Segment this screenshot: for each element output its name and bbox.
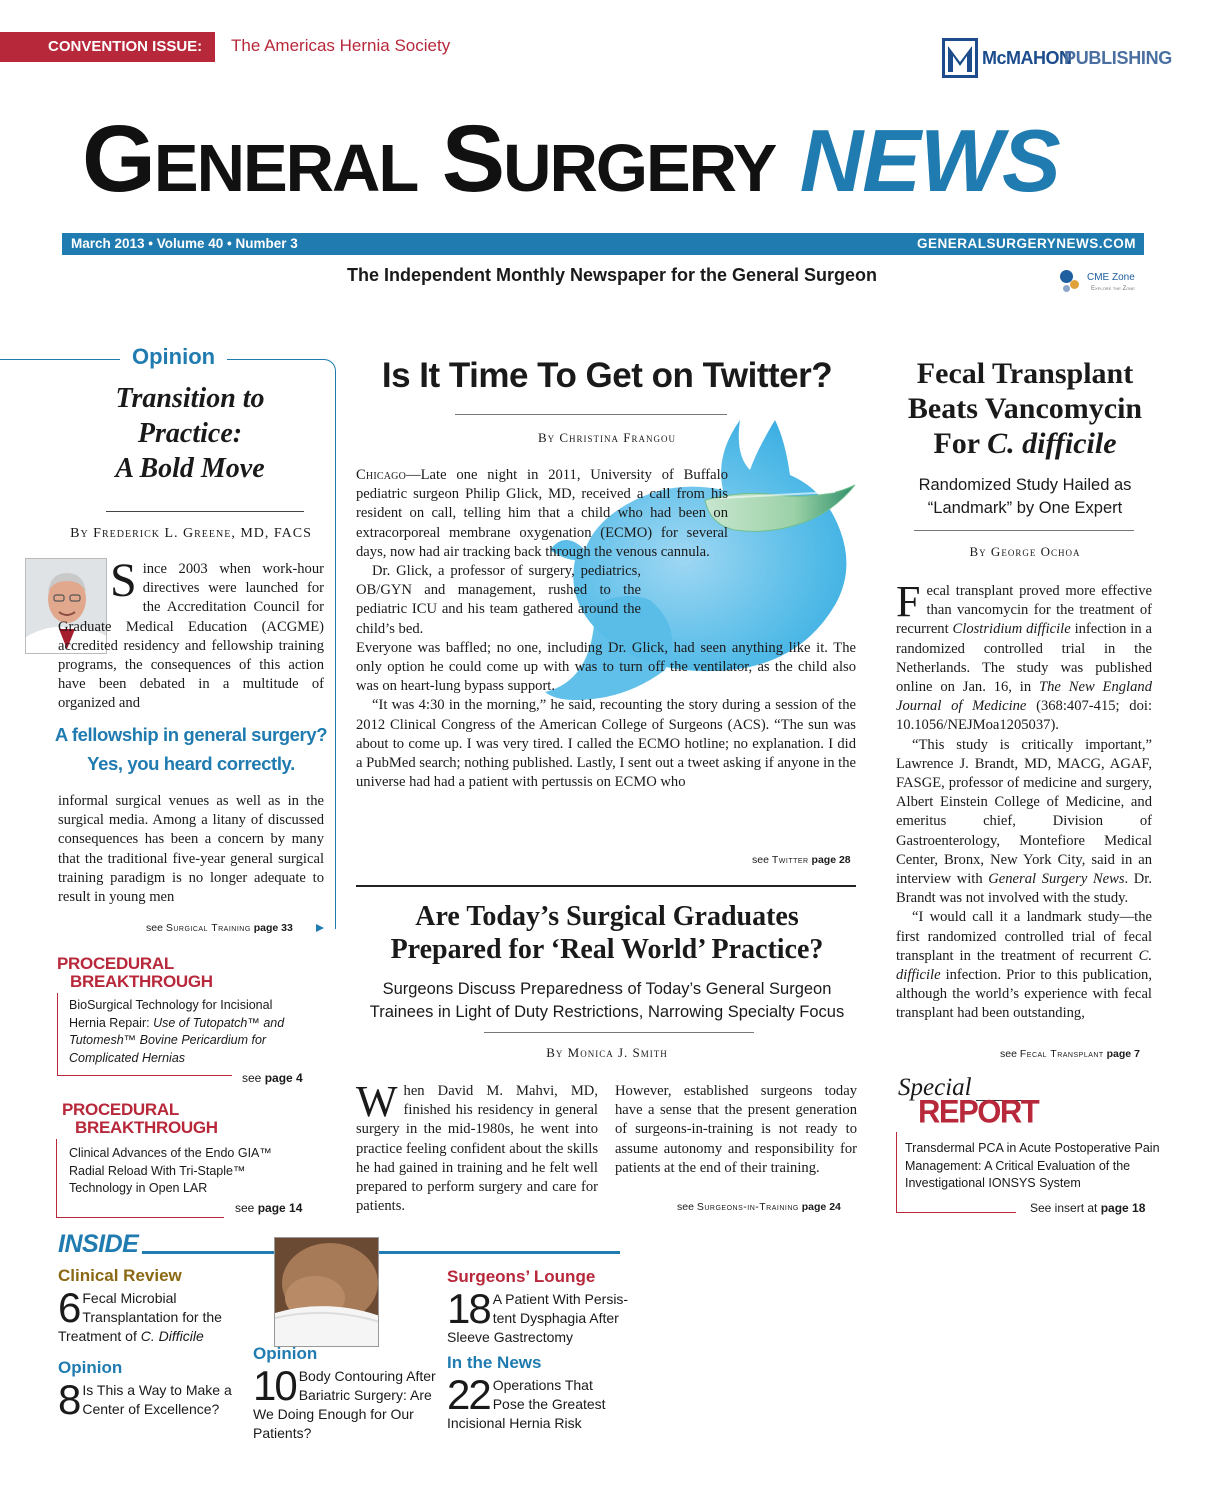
- convention-event[interactable]: The Americas Hernia Society: [231, 36, 451, 55]
- procedural-title: PROCEDURAL BREAKTHROUGH: [62, 1100, 218, 1137]
- convention-tag: CONVENTION ISSUE:: [0, 32, 215, 62]
- twitter-para: [356, 562, 641, 639]
- inside-category: Opinion: [58, 1358, 123, 1377]
- fecal-headline[interactable]: Fecal Transplant Beats Vancomycin For C. difficile: [907, 357, 1143, 460]
- divider: [484, 1032, 754, 1033]
- see-section: Surgical Training: [165, 922, 251, 934]
- mcmahon-m-icon: [942, 38, 978, 78]
- drop-cap: W: [356, 1077, 398, 1126]
- page-number: 8: [58, 1376, 80, 1423]
- website-link[interactable]: GENERALSURGERYNEWS.COM: [916, 236, 1136, 251]
- issue-bar: [62, 233, 1144, 255]
- see-page: page 33: [253, 922, 293, 934]
- drop-cap: F: [896, 577, 921, 626]
- drop-cap: S: [110, 554, 137, 607]
- opinion-headline-line: Practice:: [137, 418, 243, 449]
- twitter-para: [356, 696, 856, 792]
- procedural-title: PROCEDURAL BREAKTHROUGH: [57, 954, 213, 991]
- procedural-see[interactable]: see page 4: [242, 1071, 303, 1085]
- twitter-continued-link[interactable]: see Twitter page 28: [752, 854, 851, 866]
- inside-headline: 22 Operations That Pose the Greatest Incisional Hernia Risk: [447, 1371, 606, 1431]
- fecal-para: Fecal transplant proved more effective than vancomycin for the treatment of recurrent Clostridium difficile infection in a randomized controlled trial in the Netherlands. The study was published online on Jan. 16, in The New England Journal of Medicine (368:407-415; doi: 10.1056/NEJMoa1205037).: [896, 577, 1152, 734]
- procedural-box-2[interactable]: [62, 1101, 312, 1221]
- opinion-body: [58, 554, 324, 714]
- twitter-body: [356, 466, 856, 792]
- issue-info: March 2013 • Volume 40 • Number 3: [71, 236, 298, 251]
- opinion-headline-line: A Bold Move: [115, 453, 265, 484]
- box-line: [896, 1132, 897, 1212]
- procedural-body: BioSurgical Technology for Incisional Hernia Repair: Use of Tutopatch™ and Tutomesh™ Bovine Pericardium for Complicated Hernias: [69, 998, 285, 1065]
- inside-category: Opinion: [253, 1344, 318, 1363]
- twitter-text: Dr. Glick, a professor of surgery, pediatrics, OB/GYN and management, rushed to the pediatric ICU and his team gathered around the child’s bed.: [356, 563, 641, 637]
- cme-sub: Explore the Zone: [1091, 286, 1135, 292]
- twitter-headline[interactable]: Is It Time To Get on Twitter?: [381, 356, 833, 395]
- opinion-headline-line: Transition to: [115, 383, 265, 414]
- page-number: 6: [58, 1284, 80, 1331]
- twitter-byline: By Christina Frangou: [537, 430, 677, 445]
- inside-headline: 8 Is This a Way to Make a Center of Excellence?: [58, 1376, 232, 1423]
- fecal-byline: By George Ochoa: [969, 544, 1081, 559]
- page-number: 18: [447, 1285, 490, 1332]
- inside-category: Surgeons’ Lounge: [447, 1267, 596, 1286]
- page-number: 22: [447, 1371, 490, 1418]
- procedural-body: Clinical Advances of the Endo GIA™ Radial Reload With Tri-Staple™ Technology in Open LAR: [69, 1146, 272, 1195]
- twitter-para: [356, 466, 728, 562]
- inside-headline: 10 Body Contouring After Bariatric Surgery: Are We Doing Enough for Our Patients?: [253, 1362, 436, 1441]
- publisher-logo[interactable]: [942, 38, 1173, 78]
- fecal-deck: Randomized Study Hailed as “Landmark” by One Expert: [918, 476, 1132, 517]
- special-report-box[interactable]: [896, 1074, 1161, 1219]
- inside-category: In the News: [447, 1353, 542, 1372]
- graduates-byline: By Monica J. Smith: [546, 1045, 668, 1060]
- twitter-text: “It was 4:30 in the morning,” he said, recounting the story during a session of the 2012 Clinical Congress of the American College of Surgeons (ACS). “The sun was about to come up. I was very tired. I called the ECMO hotline; no explanation. I did a PubMed search; nothing published. Lastly, I sent out a tweet asking if anyone in the universe had had a patient with pertussis on ECMO who: [356, 697, 856, 791]
- box-line: [56, 1217, 224, 1218]
- dateline: Chicago: [356, 467, 407, 483]
- divider: [106, 511, 304, 512]
- divider: [356, 885, 856, 887]
- see-prefix: see: [146, 922, 163, 934]
- inside-category: Clinical Review: [58, 1266, 182, 1285]
- box-line: [896, 1212, 1016, 1213]
- page-number: 10: [253, 1362, 296, 1409]
- inside-item-opinion-10[interactable]: [253, 1344, 443, 1443]
- twitter-para: [356, 639, 856, 697]
- inside-rule: [142, 1251, 620, 1254]
- masthead-title: [82, 104, 1060, 216]
- tagline: The Independent Monthly Newspaper for the General Surgeon: [346, 265, 878, 285]
- cme-dot-icon: [1070, 280, 1079, 289]
- box-line: [56, 1139, 57, 1217]
- inside-headline: 6 Fecal Microbial Transplantation for the Treatment of C. Difficile: [58, 1284, 222, 1344]
- opinion-label: Opinion: [120, 344, 227, 370]
- inside-item-opinion-8[interactable]: [58, 1358, 258, 1423]
- procedural-see[interactable]: see page 14: [235, 1201, 303, 1215]
- special-body: Transdermal PCA in Acute Postoperative Pain Management: A Critical Evaluation of the Investigational IONSYS System: [905, 1141, 1160, 1190]
- inside-item-clinical-review[interactable]: [58, 1266, 258, 1346]
- opinion-continued-link[interactable]: [146, 922, 293, 934]
- divider: [914, 530, 1134, 531]
- fecal-para: “This study is critically important,” Lawrence J. Brandt, MD, MACG, AGAF, FASGE, professor of medicine and surgery, Albert Einstein College of Medicine, and emeritus chief, Division of Gastroenterology, Montefiore Medical Center, Bronx, New York City, said in an interview with General Surgery News. Dr. Brandt was not involved with the study.: [896, 736, 1152, 907]
- masthead-news: NEWS: [799, 111, 1060, 210]
- masthead-main: General Surgery: [82, 106, 776, 212]
- special-script: Special: [898, 1074, 972, 1101]
- cme-label: CME Zone: [1087, 272, 1135, 283]
- inside-photo: [274, 1237, 379, 1347]
- cme-zone-logo[interactable]: [1060, 268, 1150, 298]
- procedural-box-1[interactable]: [57, 954, 307, 1085]
- inside-item-surgeons-lounge[interactable]: [447, 1267, 647, 1347]
- twitter-text: Everyone was baffled; no one, including Dr. Glick, had seen anything like it. The only option he could come up with was to turn off the ventilator, as the child also was on heart-lung bypass support.: [356, 639, 856, 695]
- body-contouring-photo-icon: [275, 1238, 379, 1347]
- graduates-deck: Surgeons Discuss Preparedness of Today’s General Surgeon Trainees in Light of Duty Restrictions, Narrowing Specialty Focus: [369, 980, 845, 1021]
- publisher-name: McMAHON: [982, 48, 1072, 68]
- inside-headline: 18 A Patient With Persis- tent Dysphagia After Sleeve Gastrectomy: [447, 1285, 629, 1345]
- opinion-byline: By Frederick L. Greene, MD, FACS: [70, 526, 312, 541]
- opinion-pullquote: [50, 720, 332, 778]
- fecal-body: [896, 577, 1152, 1024]
- special-see[interactable]: See insert at page 18: [1030, 1201, 1146, 1215]
- pullquote-line: Yes, you heard correctly.: [87, 753, 295, 774]
- special-report-label: REPORT: [918, 1093, 1039, 1130]
- inside-label: INSIDE: [58, 1230, 139, 1258]
- graduates-continued-link[interactable]: see Surgeons-in-Training page 24: [677, 1201, 841, 1213]
- box-line: [57, 1075, 232, 1076]
- opinion-text: ince 2003 when work-hour directives were launched for the Accreditation Council for Graduate Medical Education (ACGME) accredited residency and fellowship training programs, the consequences of this action have been debated in a multitude of organized and: [58, 561, 324, 712]
- fecal-continued-link[interactable]: see Fecal Transplant page 7: [1000, 1048, 1140, 1060]
- pullquote-line: A fellowship in general surgery?: [54, 724, 328, 745]
- fecal-para: “I would call it a landmark study—the first randomized controlled trial of fecal transplant in the treatment of recurrent C. difficile infection. Prior to this publication, although the world’s experience with fecal transplant had been outstanding,: [896, 909, 1152, 1022]
- graduates-col-1: When David M. Mahvi, MD, finished his residency in general surgery in the mid-1980s, he went into practice feeling confident about the skills he had gained in training and he felt well prepared to perform surgery and care for patients.: [356, 1077, 598, 1215]
- opinion-body-cont: informal surgical venues as well as in the surgical media. Among a litany of discussed consequences has been a concern by many that the traditional five-year general surgical training paradigm is no longer adequate to result in young men: [58, 793, 324, 906]
- opinion-para: [58, 554, 324, 714]
- cme-dot-icon: [1063, 285, 1070, 292]
- graduates-col-2: However, established surgeons today have a sense that the present generation of surgeons-in-training is not ready to assume autonomy and responsibility for patients at the end of their training.: [615, 1083, 857, 1176]
- box-line: [57, 993, 58, 1075]
- twitter-text: —Late one night in 2011, University of Buffalo pediatric surgeon Philip Glick, MD, received a call from his resident on call, telling him that a child who had been on extracorporeal membrane oxygenation (ECMO) for several days, now had air tracking back through the venous cannula.: [356, 467, 728, 560]
- arrow-right-icon: [316, 924, 324, 932]
- opinion-headline[interactable]: [0, 381, 380, 486]
- inside-item-in-the-news[interactable]: [447, 1353, 647, 1433]
- publisher-suffix: PUBLISHING: [1064, 48, 1173, 68]
- graduates-headline[interactable]: Are Today’s Surgical Graduates Prepared for ‘Real World’ Practice?: [390, 901, 824, 965]
